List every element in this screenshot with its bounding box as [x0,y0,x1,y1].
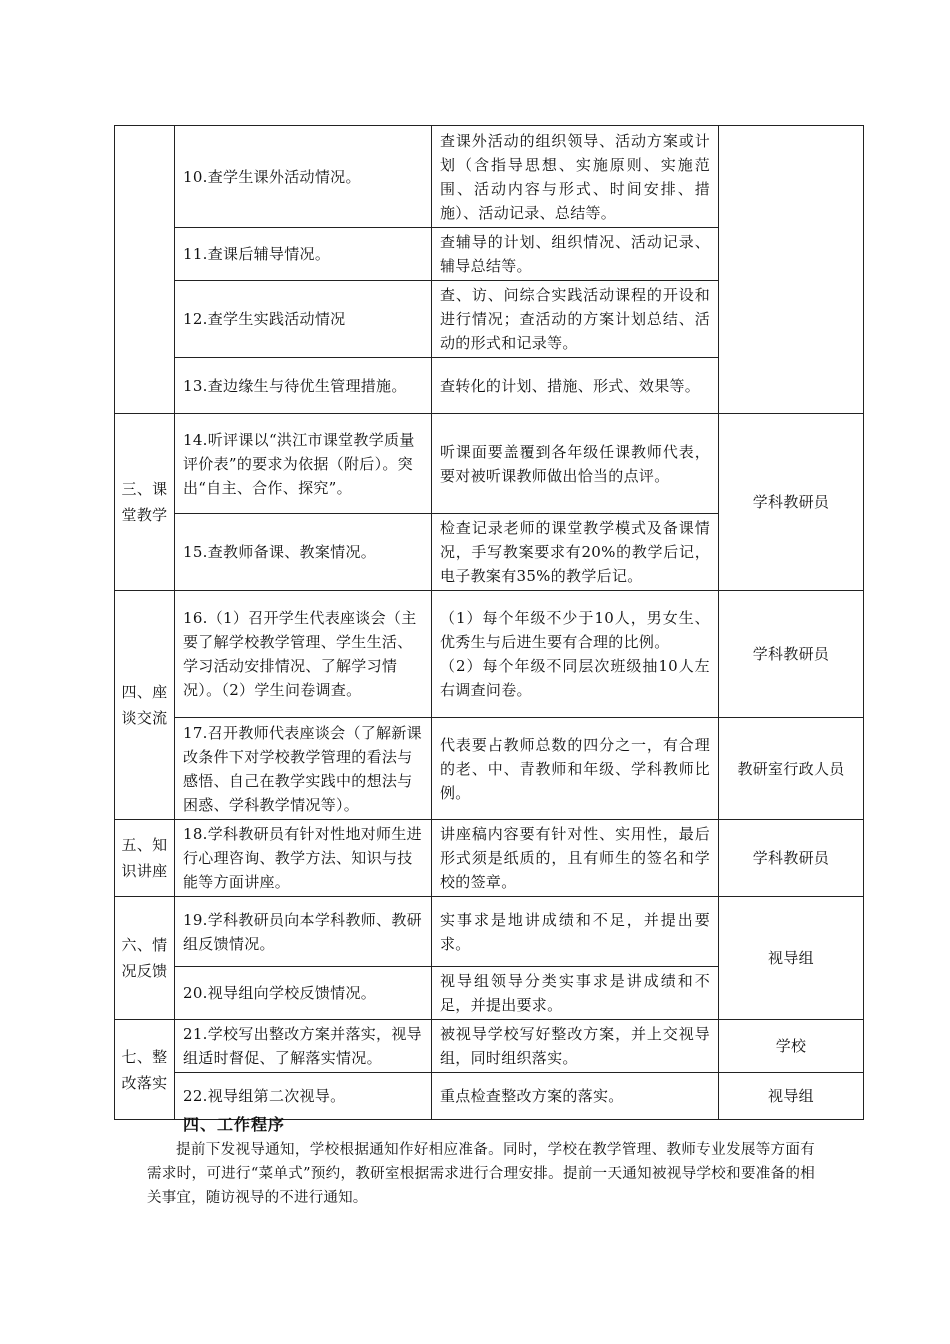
item-cell: 12.查学生实践活动情况 [175,281,432,358]
item-cell: 13.查边缘生与待优生管理措施。 [175,358,432,414]
requirement-cell: 实事求是地讲成绩和不足，并提出要求。 [432,897,719,967]
category-cell: 六、情况反馈 [115,897,175,1020]
requirement-cell [432,591,719,718]
category-cell-continued [115,126,175,414]
section-paragraph: 提前下发视导通知，学校根据通知作好相应准备。同时，学校在教学管理、教师专业发展等方面有需求时，可进行“菜单式”预约，教研室根据需求进行合理安排。提前一天通知被视导学校和要准备的相关事宜，随访视导的不进行通知。 [147,1142,815,1206]
table-row [115,718,864,820]
table-row [115,820,864,897]
item-cell: 11.查课后辅导情况。 [175,228,432,281]
requirement-cell: 听课面要盖覆到各年级任课教师代表，要对被听课教师做出恰当的点评。 [432,414,719,514]
category-cell: 四、座谈交流 [115,591,175,820]
requirement-cell: 视导组领导分类实事求是讲成绩和不足，并提出要求。 [432,967,719,1020]
table-row [115,1020,864,1073]
item-cell: 14.听评课以“洪江市课堂教学质量评价表”的要求为依据（附后）。突出“自主、合作、探究”。 [175,414,432,514]
requirement-cell: 代表要占教师总数的四分之一，有合理的老、中、青教师和年级、学科教师比例。 [432,718,719,820]
responsible-cell: 视导组 [719,1073,864,1120]
requirement-cell: 被视导学校写好整改方案，并上交视导组，同时组织落实。 [432,1020,719,1073]
item-cell: 22.视导组第二次视导。 [175,1073,432,1120]
section-heading: 四、工作程序 [183,1115,286,1134]
responsible-cell: 视导组 [719,897,864,1020]
item-cell: 19.学科教研员向本学科教师、教研组反馈情况。 [175,897,432,967]
item-cell: 20.视导组向学校反馈情况。 [175,967,432,1020]
requirement-cell: 讲座稿内容要有针对性、实用性，最后形式须是纸质的，且有师生的签名和学校的签章。 [432,820,719,897]
responsible-cell: 学科教研员 [719,591,864,718]
responsible-cell: 学校 [719,1020,864,1073]
table-row [115,126,864,228]
responsible-cell-continued [719,126,864,414]
item-cell: 17.召开教师代表座谈会（了解新课改条件下对学校教学管理的看法与感悟、自己在教学实践中的想法与困惑、学科教学情况等）。 [175,718,432,820]
item-cell: 15.查教师备课、教案情况。 [175,514,432,591]
requirement-cell: 检查记录老师的课堂教学模式及备课情况，手写教案要求有20%的教学后记，电子教案有35%的教学后记。 [432,514,719,591]
requirement-cell: 重点检查整改方案的落实。 [432,1073,719,1120]
responsible-cell: 学科教研员 [719,820,864,897]
item-cell: 18.学科教研员有针对性地对师生进行心理咨询、教学方法、知识与技能等方面讲座。 [175,820,432,897]
requirement-cell: 查转化的计划、措施、形式、效果等。 [432,358,719,414]
responsible-cell: 教研室行政人员 [719,718,864,820]
item-cell: 10.查学生课外活动情况。 [175,126,432,228]
table-row [115,414,864,514]
item-cell: 21.学校写出整改方案并落实，视导组适时督促、了解落实情况。 [175,1020,432,1073]
requirement-cell: 查、访、问综合实践活动课程的开设和进行情况；查活动的方案计划总结、活动的形式和记录等。 [432,281,719,358]
table-row [115,897,864,967]
category-cell: 三、课堂教学 [115,414,175,591]
requirement-line: （1）每个年级不少于10人，男女生、优秀生与后进生要有合理的比例。 [440,609,710,651]
category-cell: 七、整改落实 [115,1020,175,1120]
inspection-table [114,125,864,1120]
requirement-cell: 查辅导的计划、组织情况、活动记录、辅导总结等。 [432,228,719,281]
item-cell: 16.（1）召开学生代表座谈会（主要了解学校教学管理、学生生活、学习活动安排情况、了解学习情况）。（2）学生问卷调查。 [175,591,432,718]
requirement-cell: 查课外活动的组织领导、活动方案或计划（含指导思想、实施原则、实施范围、活动内容与形式、时间安排、措施）、活动记录、总结等。 [432,126,719,228]
category-cell: 五、知识讲座 [115,820,175,897]
responsible-cell: 学科教研员 [719,414,864,591]
requirement-line: （2）每个年级不同层次班级抽10人左右调查问卷。 [440,657,710,699]
table-row [115,591,864,718]
